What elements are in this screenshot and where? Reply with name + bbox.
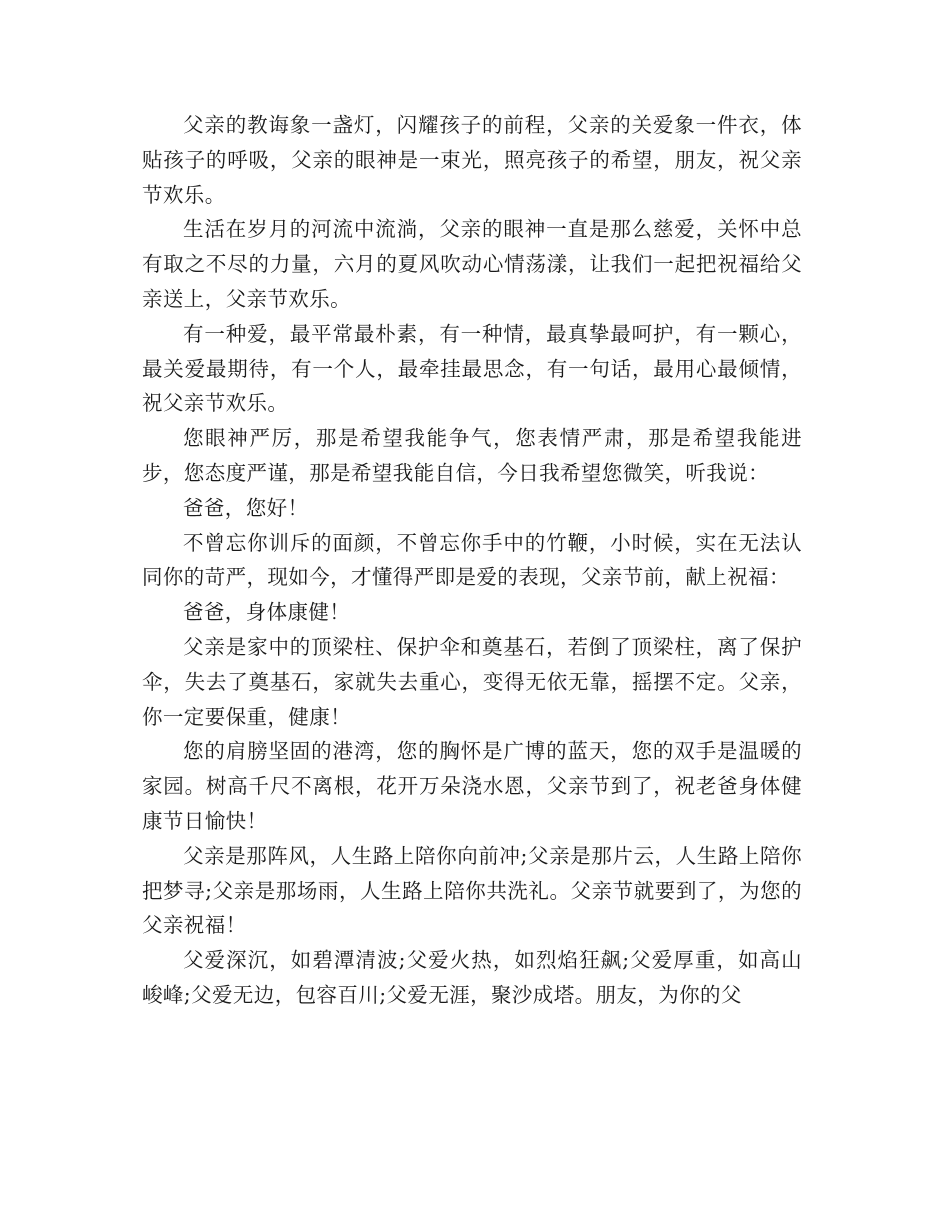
paragraph-11: 父爱深沉，如碧潭清波;父爱火热，如烈焰狂飙;父爱厚重，如高山峻峰;父爱无边，包容百川;父爱无涯，聚沙成塔。朋友，为你的父 [142, 948, 802, 1007]
document-page [142, 108, 802, 1013]
paragraph-3: 有一种爱，最平常最朴素，有一种情，最真挚最呵护，有一颗心，最关爱最期待，有一个人，最牵挂最思念，有一句话，最用心最倾情，祝父亲节欢乐。 [142, 321, 802, 416]
paragraph-1: 父亲的教诲象一盏灯，闪耀孩子的前程，父亲的关爱象一件衣，体贴孩子的呼吸，父亲的眼神是一束光，照亮孩子的希望，朋友，祝父亲节欢乐。 [142, 113, 802, 207]
paragraph-10: 父亲是那阵风，人生路上陪你向前冲;父亲是那片云，人生路上陪你把梦寻;父亲是那场雨，人生路上陪你共洗礼。父亲节就要到了，为您的父亲祝福！ [142, 843, 802, 938]
paragraph-4: 您眼神严厉，那是希望我能争气，您表情严肃，那是希望我能进步，您态度严谨，那是希望我能自信，今日我希望您微笑，听我说： [142, 426, 802, 485]
paragraph-2: 生活在岁月的河流中流淌，父亲的眼神一直是那么慈爱，关怀中总有取之不尽的力量，六月的夏风吹动心情荡漾，让我们一起把祝福给父亲送上，父亲节欢乐。 [142, 217, 802, 311]
paragraph-6: 不曾忘你训斥的面颜，不曾忘你手中的竹鞭，小时候，实在无法认同你的苛严，现如今，才懂得严即是爱的表现，父亲节前，献上祝福： [142, 530, 802, 590]
paragraph-8: 父亲是家中的顶梁柱、保护伞和奠基石，若倒了顶梁柱，离了保护伞，失去了奠基石，家就失去重心，变得无依无靠，摇摆不定。父亲，你一定要保重，健康！ [142, 634, 802, 729]
paragraph-7: 爸爸，身体康健！ [183, 600, 351, 625]
paragraph-5: 爸爸，您好！ [183, 495, 309, 520]
paragraph-9: 您的肩膀坚固的港湾，您的胸怀是广博的蓝天，您的双手是温暖的家园。树高千尺不离根，花开万朵浇水恩，父亲节到了，祝老爸身体健康节日愉快！ [142, 739, 802, 833]
